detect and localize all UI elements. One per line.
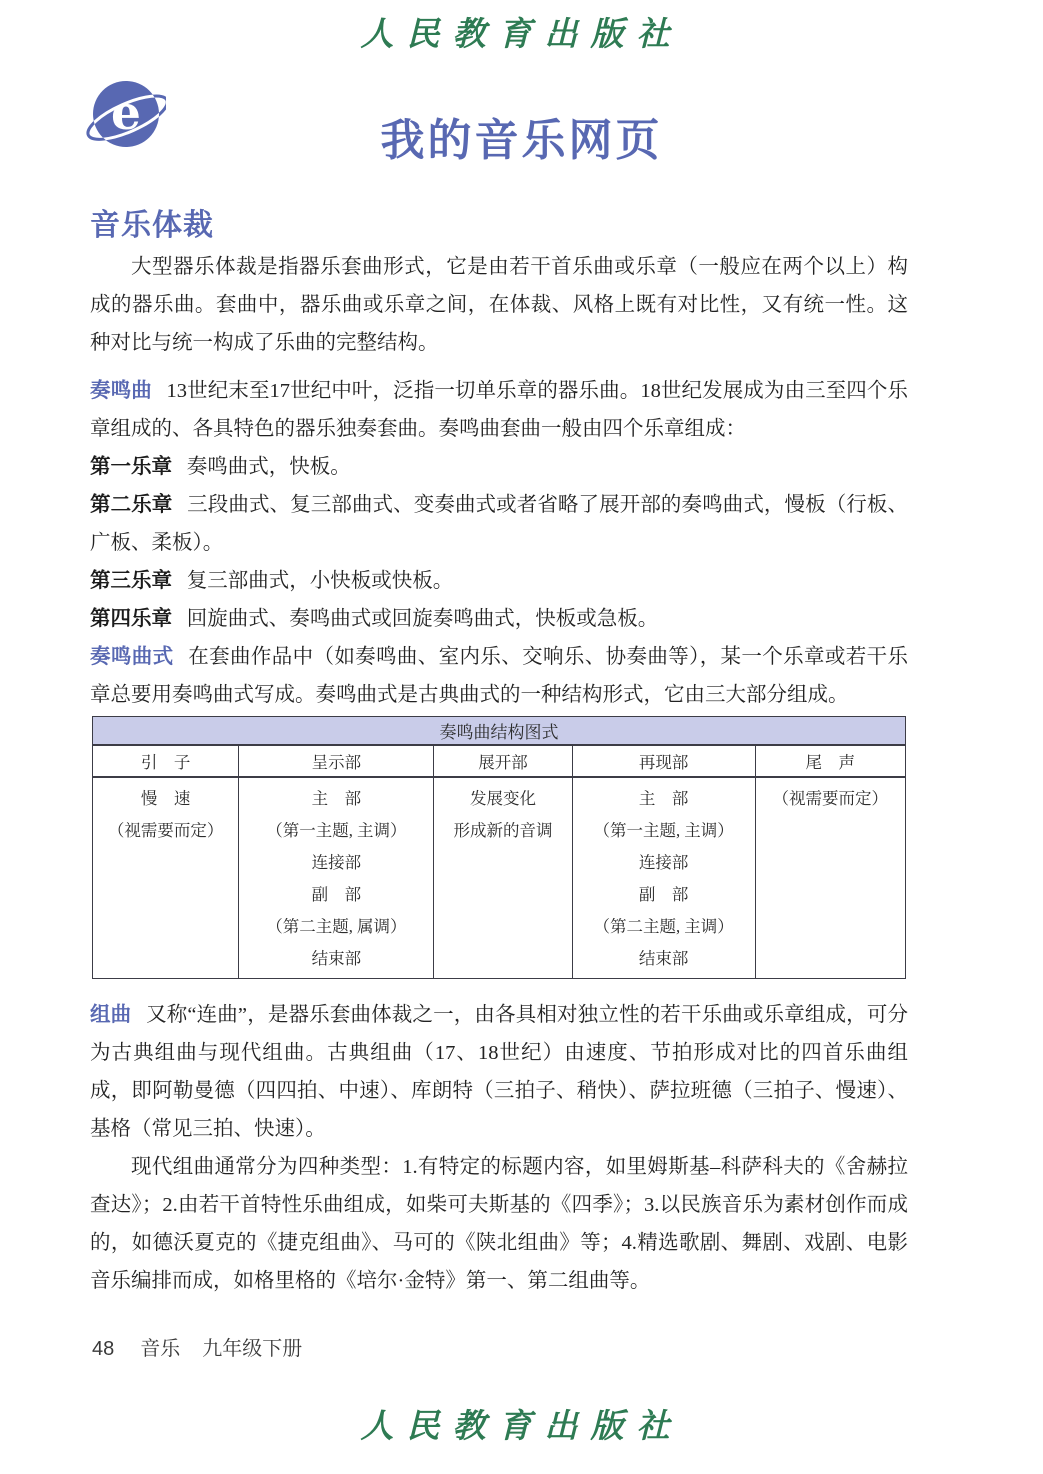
entry-text: 又称“连曲”，是器乐套曲体裁之一，由各具相对独立性的若干乐曲或乐章组成，可分为古典组曲与现代组曲。古典组曲（17、18世纪）由速度、节拍形成对比的四首乐曲组成，即阿勒曼德（四四拍、中速）、库朗特（三拍子、稍快）、萨拉班德（三拍子、慢速）、基格（常见三拍、快速）。 xyxy=(90,1004,908,1140)
footer-subject: 音乐 xyxy=(140,1338,181,1360)
col-header-development: 展开部 xyxy=(434,745,572,777)
cell-line: 慢 速 xyxy=(140,789,191,808)
page-title: 我的音乐网页 xyxy=(380,116,663,165)
cell-line: （第一主题, 主调） xyxy=(266,821,407,840)
cell-line: （第二主题, 属调） xyxy=(266,917,407,936)
entry-sonata xyxy=(90,372,908,448)
entry-term: 第四乐章 xyxy=(90,607,172,630)
cell-line: 形成新的音调 xyxy=(453,821,553,840)
entry-suite xyxy=(90,996,908,1148)
cell-line: 发展变化 xyxy=(470,789,537,808)
col-header-exposition: 呈示部 xyxy=(239,745,434,777)
entry-movement-1 xyxy=(90,448,908,486)
cell-line: （第二主题, 主调） xyxy=(593,917,734,936)
entry-text: 回旋曲式、奏鸣曲式或回旋奏鸣曲式，快板或急板。 xyxy=(186,608,659,630)
cell-line: 结束部 xyxy=(311,949,362,968)
cell-line: （视需要而定） xyxy=(772,789,889,808)
cell-line: 结束部 xyxy=(638,949,689,968)
sonata-structure-table xyxy=(92,716,906,979)
table-title: 奏鸣曲结构图式 xyxy=(93,717,906,746)
entry-text: 三段曲式、复三部曲式、变奏曲式或者省略了展开部的奏鸣曲式，慢板（行板、广板、柔板）。 xyxy=(90,494,909,554)
cell-line: 主 部 xyxy=(638,789,689,808)
cell-line: （第一主题, 主调） xyxy=(593,821,734,840)
entry-movement-3 xyxy=(90,562,908,600)
page-footer xyxy=(92,1332,302,1361)
genre-entries xyxy=(90,372,908,714)
entry-text: 奏鸣曲式，快板。 xyxy=(186,456,351,478)
suite-section xyxy=(90,996,908,1300)
cell-exposition xyxy=(239,777,434,979)
entry-movement-2 xyxy=(90,486,908,562)
table-header-row xyxy=(93,745,906,777)
cell-line: 副 部 xyxy=(311,885,362,904)
entry-term: 奏鸣曲 xyxy=(90,379,152,402)
entry-sonata-form xyxy=(90,638,908,714)
modern-suite-paragraph: 现代组曲通常分为四种类型：1.有特定的标题内容，如里姆斯基–科萨科夫的《舍赫拉查达》；2.由若干首特性乐曲组成，如柴可夫斯基的《四季》；3.以民族音乐为素材创作而成的，如德沃夏克的《捷克组曲》、马可的《陕北组曲》等；4.精选歌剧、舞剧、戏剧、电影音乐编排而成，如格里格的《培尔·金特》第一、第二组曲等。 xyxy=(90,1156,908,1292)
col-header-coda: 尾 声 xyxy=(755,745,905,777)
entry-term: 组曲 xyxy=(90,1003,132,1026)
col-header-introduction: 引 子 xyxy=(93,745,239,777)
entry-term: 奏鸣曲式 xyxy=(90,645,174,668)
svg-text:e: e xyxy=(111,86,141,141)
entry-movement-4 xyxy=(90,600,908,638)
cell-coda xyxy=(755,777,905,979)
cell-line: 连接部 xyxy=(311,853,362,872)
section-heading: 音乐体裁 xyxy=(90,209,214,242)
cell-line: （视需要而定） xyxy=(107,821,224,840)
publisher-logo-bottom: 人民教育出版社 xyxy=(360,1406,683,1445)
cell-line: 连接部 xyxy=(638,853,689,872)
intro-paragraph: 大型器乐体裁是指器乐套曲形式，它是由若干首乐曲或乐章（一般应在两个以上）构成的器乐曲。套曲中，器乐曲或乐章之间，在体裁、风格上既有对比性，又有统一性。这种对比与统一构成了乐曲的完整结构。 xyxy=(90,256,908,354)
col-header-recapitulation: 再现部 xyxy=(572,745,755,777)
cell-recapitulation xyxy=(572,777,755,979)
entry-text: 复三部曲式，小快板或快板。 xyxy=(186,570,454,592)
cell-development xyxy=(434,777,572,979)
entry-term: 第二乐章 xyxy=(90,493,173,516)
publisher-logo-top: 人民教育出版社 xyxy=(360,14,683,53)
entry-text: 13世纪末至17世纪中叶，泛指一切单乐章的器乐曲。18世纪发展成为由三至四个乐章组成的、各具特色的器乐独奏套曲。奏鸣曲套曲一般由四个乐章组成： xyxy=(90,380,908,440)
entry-text: 在套曲作品中（如奏鸣曲、室内乐、交响乐、协奏曲等），某一个乐章或若干乐章总要用奏鸣曲式写成。奏鸣曲式是古典曲式的一种结构形式，它由三大部分组成。 xyxy=(90,646,909,706)
cell-line: 主 部 xyxy=(311,789,362,808)
footer-book-title: 九年级下册 xyxy=(202,1338,303,1360)
cell-line: 副 部 xyxy=(638,885,689,904)
entry-term: 第三乐章 xyxy=(90,569,172,592)
table-title-row xyxy=(93,717,906,746)
table-body-row xyxy=(93,777,906,979)
entry-term: 第一乐章 xyxy=(90,455,172,478)
cell-introduction xyxy=(93,777,239,979)
page-number: 48 xyxy=(92,1338,115,1360)
